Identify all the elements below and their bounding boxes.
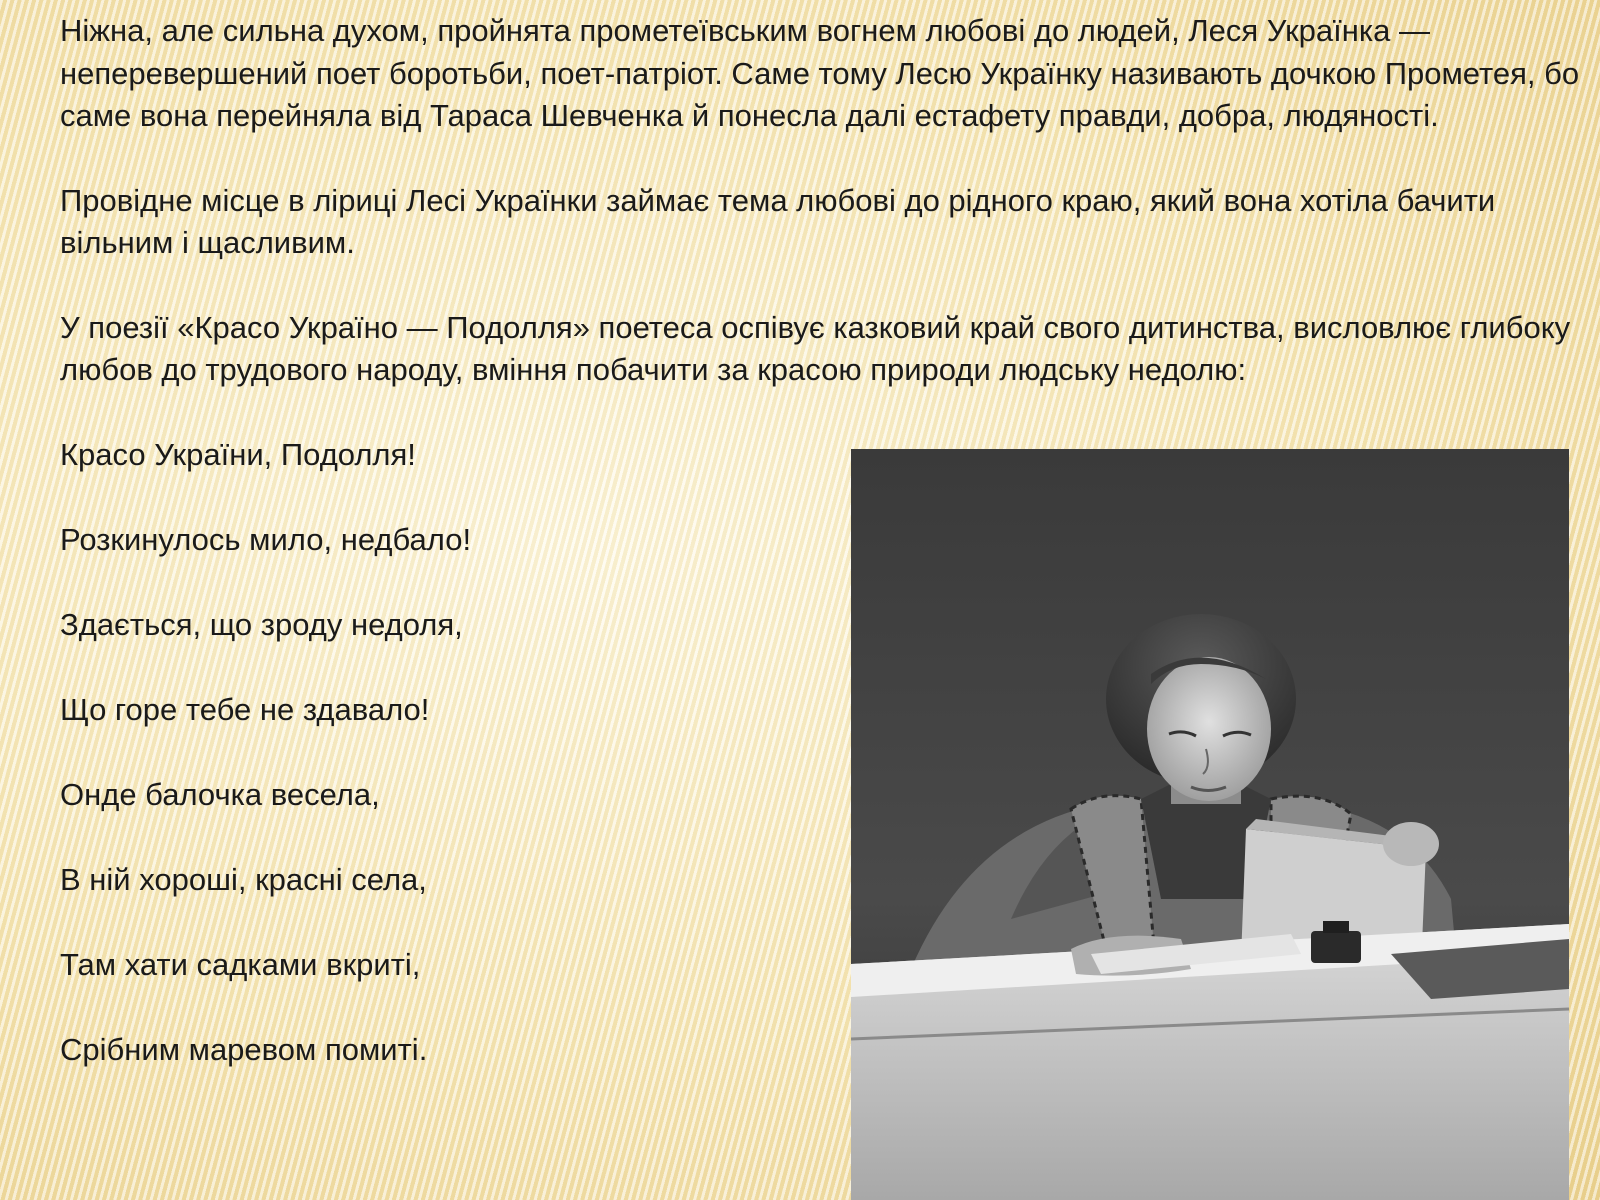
poem-line: Красо України, Подолля!: [60, 436, 416, 472]
poem-line: Срібним маревом помиті.: [60, 1031, 428, 1067]
paragraph-intro: Ніжна, але сильна духом, пройнята прометеївським вогнем любові до людей, Леся Українка — неперевершений поет боротьби, поет-патріот. Саме тому Лесю Українку називають дочкою Прометея, бо саме вона перейняла від Тараса Шевченка й понесла далі естафету правди, добра, людяності.: [60, 13, 1580, 133]
paragraph-poem-intro: У поезії «Красо Україно — Подолля» поетеса оспівує казковий край свого дитинства, висловлює глибоку любов до трудового народу, вміння побачити за красою природи людську недолю:: [60, 309, 1571, 387]
poem-line: Розкинулось мило, недбало!: [60, 521, 472, 557]
poem-line: Здається, що зроду недоля,: [60, 606, 463, 642]
poem-line: Там хати садками вкриті,: [60, 946, 421, 982]
portrait-illustration: [851, 449, 1569, 1200]
poem-line: Що горе тебе не здавало!: [60, 691, 430, 727]
portrait-photo: [851, 449, 1569, 1200]
poem-line: Онде балочка весела,: [60, 776, 380, 812]
poem-line: В ній хороші, красні села,: [60, 861, 427, 897]
paragraph-theme: Провідне місце в ліриці Лесі Українки займає тема любові до рідного краю, який вона хотіла бачити вільним і щасливим.: [60, 182, 1496, 260]
